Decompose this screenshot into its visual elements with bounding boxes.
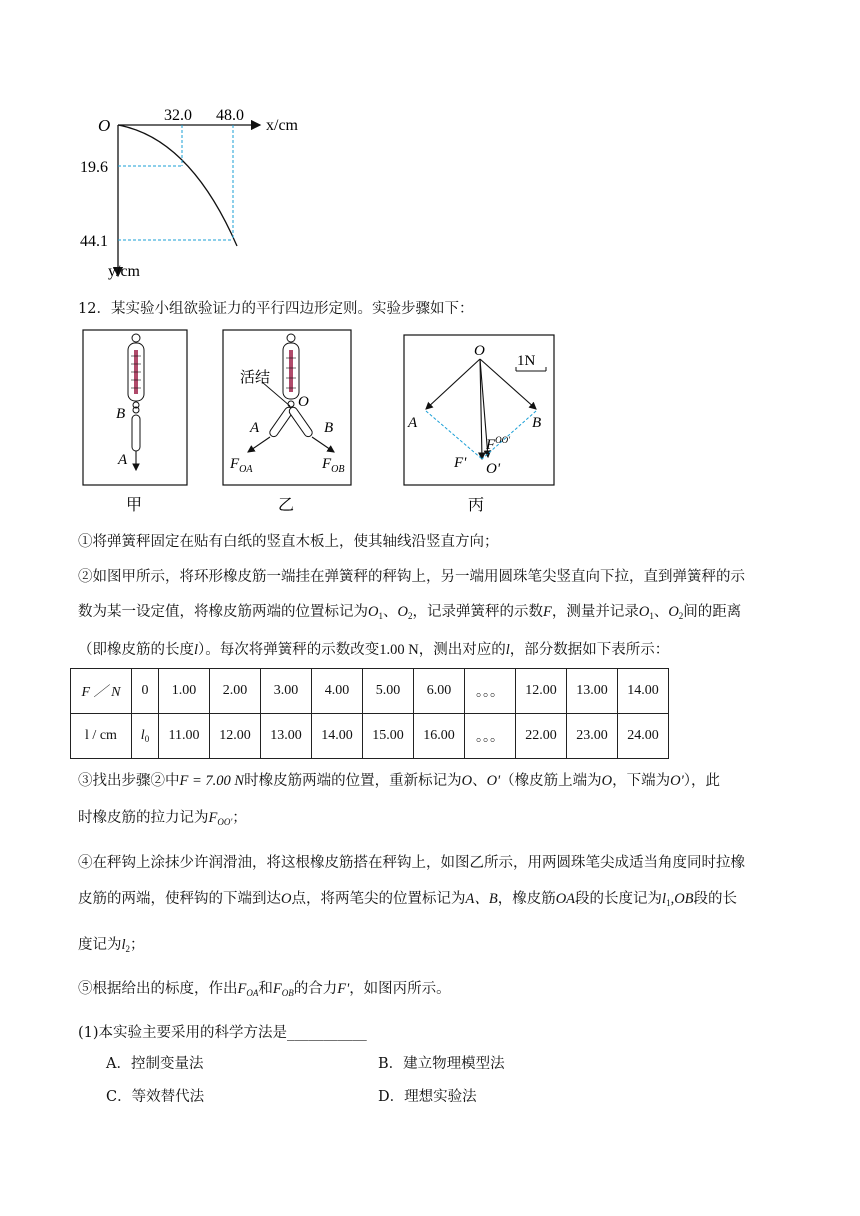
table-cell: 。。。 bbox=[465, 714, 516, 759]
trajectory-graph bbox=[80, 98, 320, 283]
table-cell: 14.00 bbox=[618, 669, 669, 714]
table-cell: 12.00 bbox=[516, 669, 567, 714]
yi-caption: 乙 bbox=[278, 497, 295, 514]
x-tick-48: 48.0 bbox=[216, 107, 244, 124]
jia-caption: 甲 bbox=[126, 497, 143, 514]
table-cell: 13.00 bbox=[567, 669, 618, 714]
jia-label-A: A bbox=[118, 452, 128, 468]
step-4b: 皮筋的两端，使秤钩的下端到达O点，将两笔尖的位置标记为A、B，橡皮筋OA段的长度记为$l_1,OB$段的长 bbox=[78, 891, 738, 908]
table-cell: 22.00 bbox=[516, 714, 567, 759]
step-2a: ②如图甲所示，将环形橡皮筋一端挂在弹簧秤的秤钩上，另一端用圆珠笔尖竖直向下拉，直到弹簧秤的示 bbox=[78, 569, 745, 585]
table-cell: 13.00 bbox=[261, 714, 312, 759]
table-cell: 0 bbox=[132, 669, 159, 714]
option-d[interactable]: D．理想实验法 bbox=[378, 1089, 477, 1105]
table-cell: 24.00 bbox=[618, 714, 669, 759]
table-cell: 3.00 bbox=[261, 669, 312, 714]
table-cell: F ／ N bbox=[71, 669, 132, 714]
table-cell: 11.00 bbox=[159, 714, 210, 759]
trajectory-curve bbox=[118, 125, 237, 246]
table-cell: 。。。 bbox=[465, 669, 516, 714]
step-4c: 度记为$l_2$； bbox=[78, 937, 145, 954]
bing-label-O: O bbox=[474, 343, 485, 359]
figure-yi bbox=[222, 326, 356, 516]
bing-label-A: A bbox=[408, 415, 418, 431]
x-tick-32: 32.0 bbox=[164, 107, 192, 124]
step-1: ①将弹簧秤固定在贴有白纸的竖直木板上，使其轴线沿竖直方向； bbox=[78, 534, 499, 550]
table-cell: 1.00 bbox=[159, 669, 210, 714]
figure-bing bbox=[402, 333, 558, 516]
jia-label-B: B bbox=[116, 406, 126, 422]
table-cell: l / cm bbox=[71, 714, 132, 759]
yi-label-FOB: $F_{OB}$ bbox=[322, 456, 345, 475]
q12-number: 12． bbox=[78, 301, 111, 317]
q12-intro bbox=[78, 297, 473, 318]
yi-label-B: B bbox=[324, 420, 334, 436]
table-cell: 23.00 bbox=[567, 714, 618, 759]
subquestion-1: (1)本实验主要采用的科学方法是___________ bbox=[78, 1025, 367, 1041]
bing-label-Fprime: F' bbox=[454, 455, 467, 471]
option-c[interactable]: C．等效替代法 bbox=[106, 1089, 205, 1105]
table-cell: 15.00 bbox=[363, 714, 414, 759]
table-cell: 4.00 bbox=[312, 669, 363, 714]
bing-label-Oprime: O' bbox=[486, 461, 501, 477]
bing-scale: 1N bbox=[517, 353, 536, 369]
x-axis-label: x/cm bbox=[266, 117, 298, 134]
table-cell: 12.00 bbox=[210, 714, 261, 759]
table-cell-l0: $l_0$ bbox=[132, 714, 159, 759]
step-5: ⑤根据给出的标度，作出$F_{OA}$和$F_{OB}$的合力F'，如图丙所示。 bbox=[78, 981, 451, 998]
yi-label-A: A bbox=[250, 420, 260, 436]
yi-label-O: O bbox=[298, 394, 309, 410]
table-cell: 14.00 bbox=[312, 714, 363, 759]
y-tick-441: 44.1 bbox=[80, 233, 108, 250]
yi-label-huojie: 活结 bbox=[240, 370, 271, 386]
step-2b: 数为某一设定值，将橡皮筋两端的位置标记为$O_1$、$O_2$，记录弹簧秤的示数F，测量并记录$O_1$、$O_2$间的距离 bbox=[78, 604, 742, 621]
bing-label-F: $F^{OO'}$ bbox=[486, 435, 511, 453]
origin-label: O bbox=[98, 116, 111, 135]
yi-label-FOA: $F_{OA}$ bbox=[230, 456, 253, 475]
table-cell: 16.00 bbox=[414, 714, 465, 759]
data-table bbox=[70, 668, 669, 759]
option-b[interactable]: B．建立物理模型法 bbox=[378, 1056, 505, 1072]
step-2c: （即橡皮筋的长度l）。每次将弹簧秤的示数改变1.00 N，测出对应的l，部分数据如下表所示： bbox=[78, 642, 670, 658]
step-3b: 时橡皮筋的拉力记为$F_{OO'}$； bbox=[78, 810, 247, 827]
bing-label-B: B bbox=[532, 415, 542, 431]
bing-caption: 丙 bbox=[468, 497, 485, 514]
table-cell: 6.00 bbox=[414, 669, 465, 714]
y-tick-196: 19.6 bbox=[80, 159, 108, 176]
y-axis-label: y/cm bbox=[108, 263, 140, 280]
table-cell: 5.00 bbox=[363, 669, 414, 714]
step-4a: ④在秤钩上涂抹少许润滑油，将这根橡皮筋搭在秤钩上，如图乙所示，用两圆珠笔尖成适当角度同时拉橡 bbox=[78, 855, 745, 871]
option-a[interactable]: A．控制变量法 bbox=[106, 1056, 204, 1072]
step-3a: ③找出步骤②中F = 7.00 N时橡皮筋两端的位置，重新标记为O、O'（橡皮筋上端为O，下端为O'），此 bbox=[78, 773, 720, 789]
table-row-length bbox=[71, 714, 669, 759]
table-row-force bbox=[71, 669, 669, 714]
answer-blank[interactable]: ___________ bbox=[287, 1025, 367, 1041]
table-cell: 2.00 bbox=[210, 669, 261, 714]
q12-intro-text: 某实验小组欲验证力的平行四边形定则。实验步骤如下： bbox=[110, 301, 474, 317]
figure-jia bbox=[82, 326, 190, 516]
